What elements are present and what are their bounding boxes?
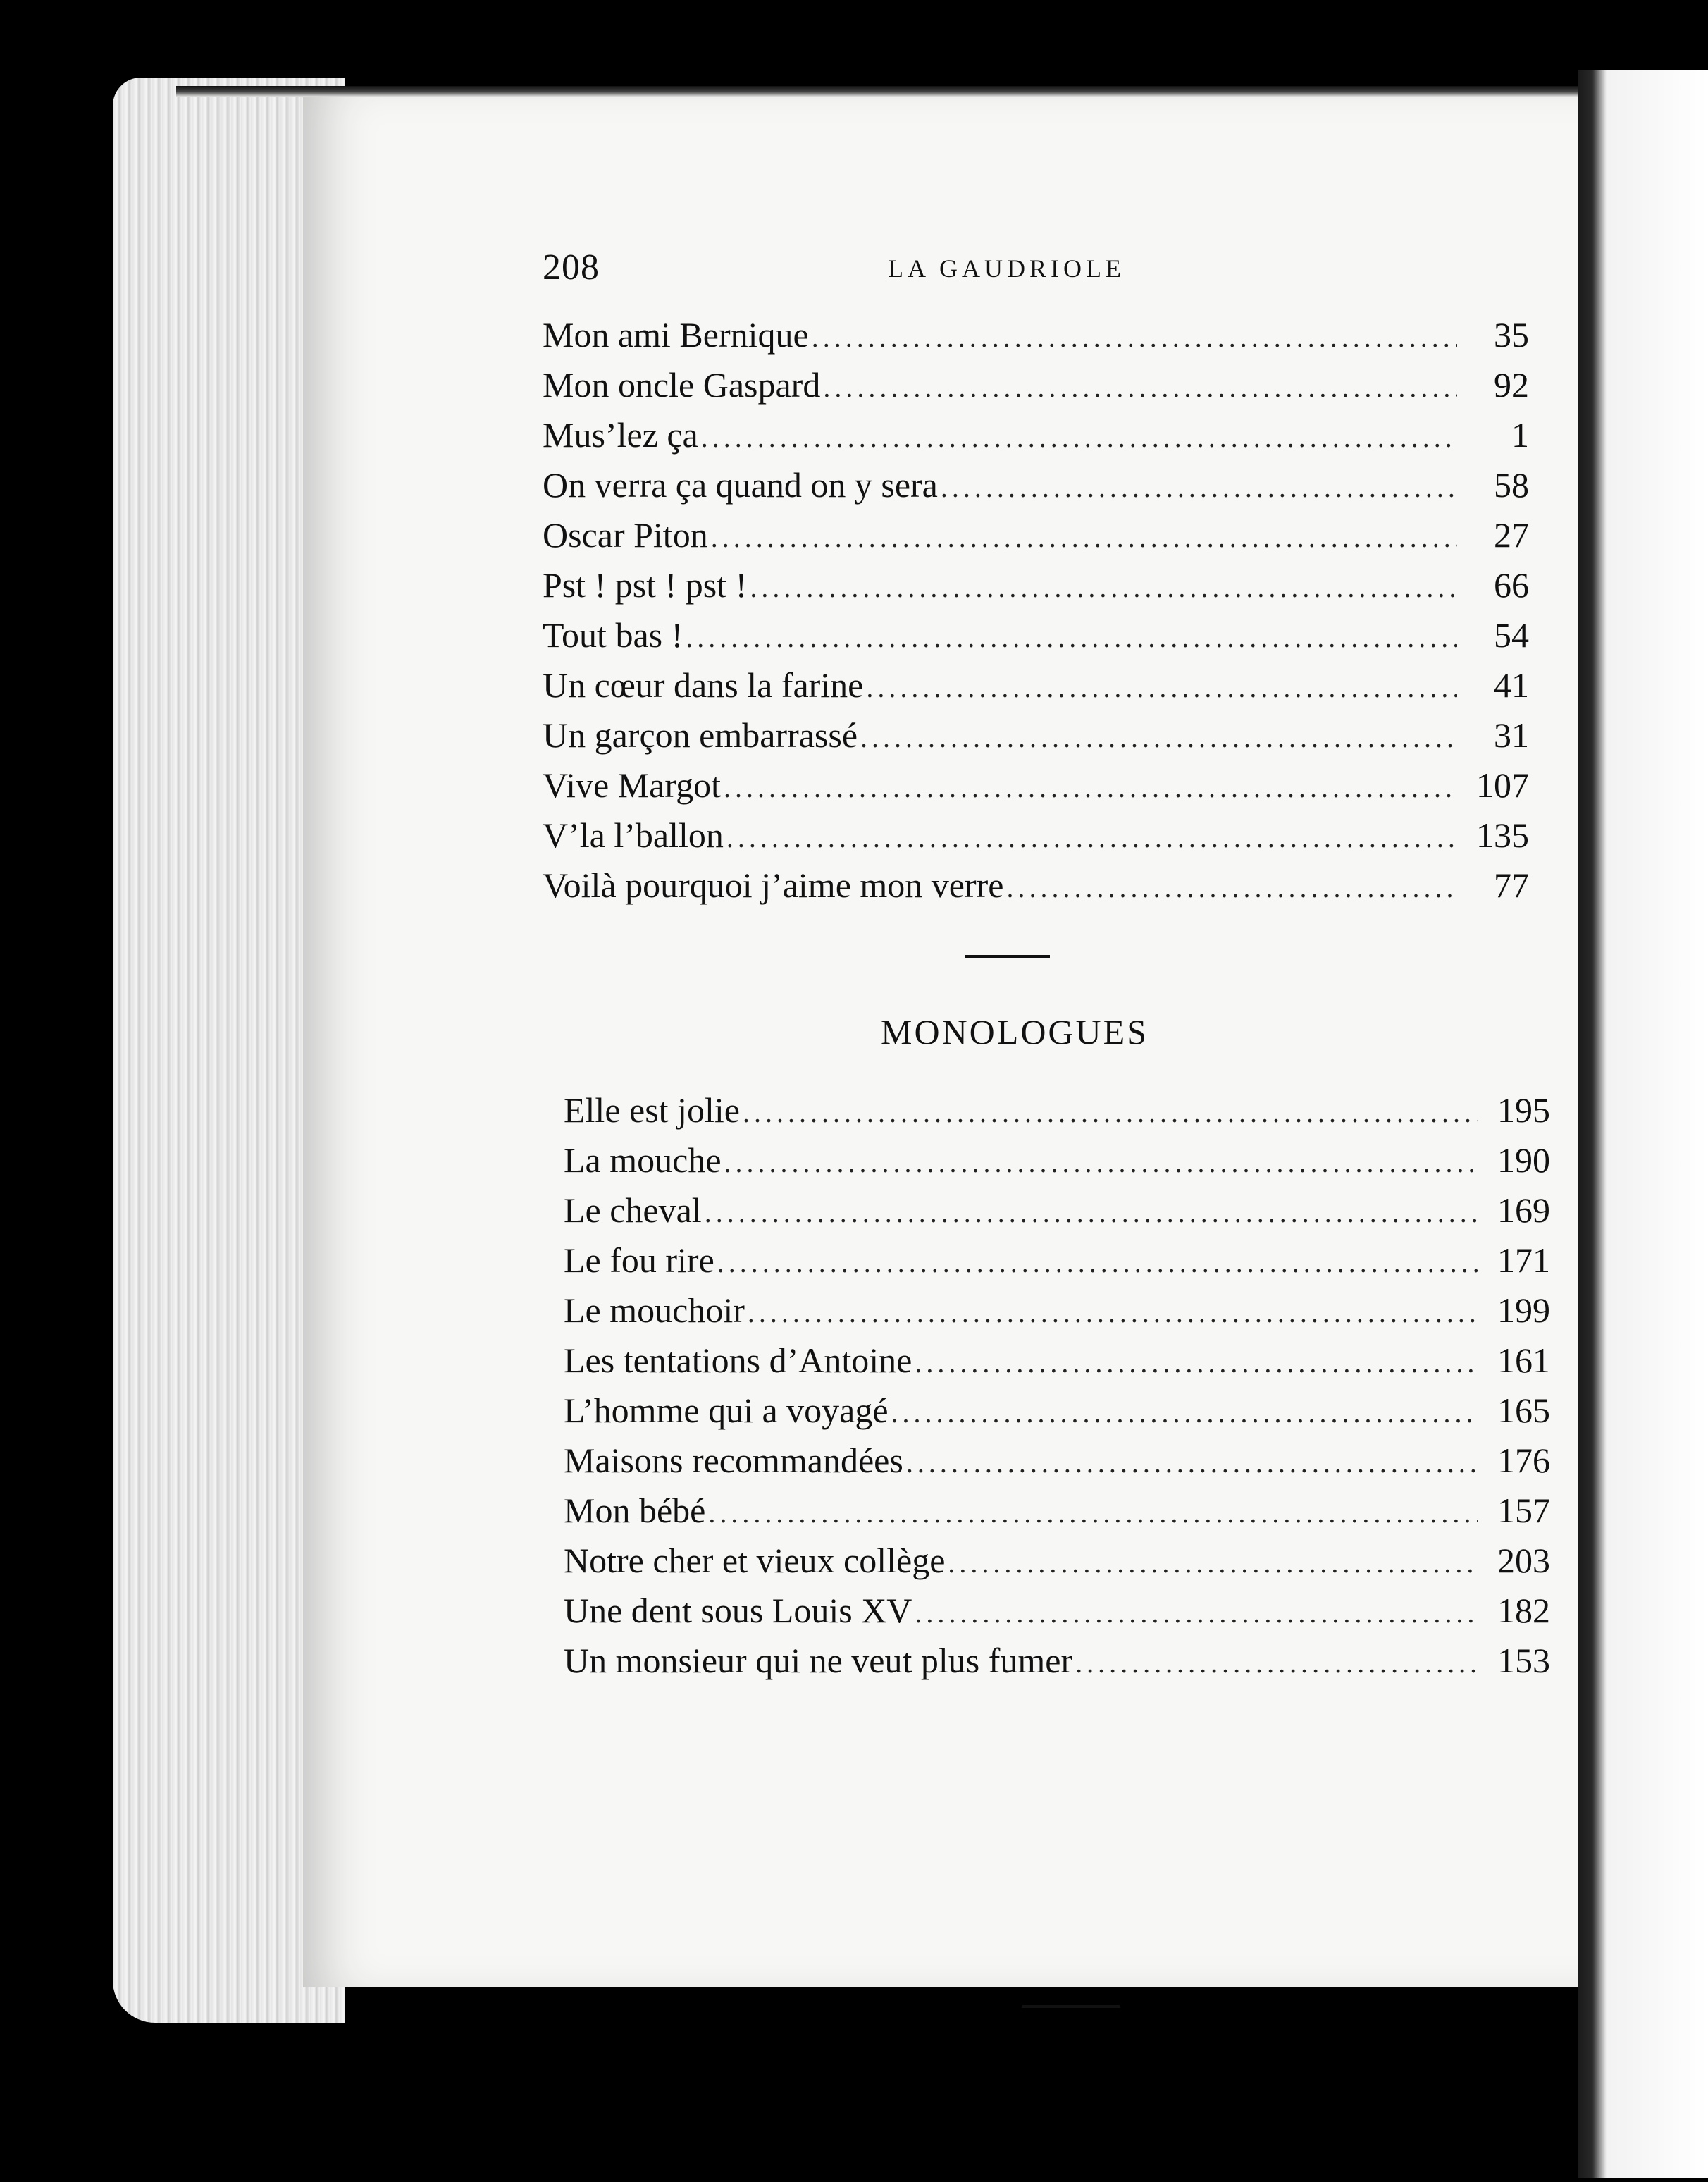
dot-leader [717,1238,1478,1288]
toc-list-monologues [564,1085,1550,1686]
toc-entry-title: Tout bas ! [543,615,683,655]
dot-leader [726,813,1457,863]
toc-entry-page: 31 [1494,715,1529,755]
dot-leader [701,412,1457,462]
toc-row [564,1386,1550,1436]
toc-entry-page: 203 [1497,1541,1550,1580]
page-gutter-fold [1578,70,1708,2178]
toc-row [543,810,1529,861]
toc-entry-title: Le cheval [564,1190,702,1230]
toc-entry-page: 157 [1497,1491,1550,1530]
dot-leader [823,362,1457,412]
toc-entry-title: On verra ça quand on y sera [543,465,938,505]
toc-entry-page: 171 [1497,1240,1550,1280]
toc-entry-page: 58 [1494,465,1529,505]
toc-row [564,1336,1550,1386]
toc-entry-page: 195 [1497,1090,1550,1130]
toc-entry-page: 182 [1497,1591,1550,1630]
toc-entry-title: Notre cher et vieux collège [564,1541,946,1580]
dot-leader [750,562,1457,612]
toc-row [543,310,1529,360]
toc-entry-title: Mon ami Bernique [543,315,809,355]
dot-leader [724,1138,1478,1188]
page-content [543,233,1550,1995]
toc-entry-title: L’homme qui a voyagé [564,1391,889,1430]
toc-row [543,710,1529,760]
dot-leader [812,312,1457,362]
toc-entry-title: La mouche [564,1140,722,1180]
dot-leader [686,612,1457,662]
toc-row [564,1436,1550,1486]
dot-leader [906,1438,1478,1488]
dot-leader [941,462,1457,512]
toc-entry-page: 66 [1494,565,1529,605]
toc-row [564,1185,1550,1235]
toc-entry-title: Mus’lez ça [543,415,698,455]
toc-list-songs [543,310,1529,911]
dot-leader [915,1588,1478,1638]
running-title: LA GAUDRIOLE [888,254,1125,283]
toc-entry-title: Maisons recommandées [564,1441,903,1480]
toc-row [543,861,1529,911]
toc-entry-title: Un cœur dans la farine [543,665,864,705]
dot-leader [724,763,1457,813]
toc-entry-title: Voilà pourquoi j’aime mon verre [543,865,1004,905]
dot-leader [708,1488,1478,1538]
toc-entry-page: 135 [1476,815,1529,855]
toc-row [543,560,1529,610]
toc-entry-page: 153 [1497,1641,1550,1680]
toc-row [564,1636,1550,1686]
toc-entry-page: 176 [1497,1441,1550,1480]
toc-entry-title: Un garçon embarrassé [543,715,858,755]
toc-entry-title: Un monsieur qui ne veut plus fumer [564,1641,1073,1680]
toc-entry-page: 27 [1494,515,1529,555]
toc-entry-page: 165 [1497,1391,1550,1430]
toc-row [543,360,1529,410]
toc-entry-page: 54 [1494,615,1529,655]
toc-entry-page: 190 [1497,1140,1550,1180]
toc-entry-page: 199 [1497,1290,1550,1330]
dot-leader [748,1288,1478,1338]
toc-entry-title: Mon oncle Gaspard [543,365,821,405]
toc-row [543,660,1529,710]
toc-row [543,510,1529,560]
toc-row [564,1286,1550,1336]
toc-entry-title: Le fou rire [564,1240,714,1280]
page-number: 208 [543,247,600,288]
toc-row [543,460,1529,510]
toc-entry-title: Vive Margot [543,765,721,805]
toc-row [564,1135,1550,1185]
toc-row [564,1085,1550,1135]
toc-entry-page: 92 [1494,365,1529,405]
end-divider [1022,2005,1120,2008]
page-top-edge [176,86,1585,97]
toc-entry-title: Les tentations d’Antoine [564,1340,912,1380]
toc-entry-page: 107 [1476,765,1529,805]
toc-row [543,760,1529,810]
toc-entry-title: V’la l’ballon [543,815,724,855]
dot-leader [1075,1638,1478,1688]
dot-leader [866,662,1457,713]
dot-leader [705,1188,1478,1238]
toc-row [564,1235,1550,1286]
dot-leader [948,1538,1478,1588]
toc-row [564,1536,1550,1586]
toc-entry-page: 41 [1494,665,1529,705]
toc-entry-page: 77 [1494,865,1529,905]
page-header [543,247,1529,289]
toc-row [543,610,1529,660]
toc-row [564,1586,1550,1636]
toc-row [564,1486,1550,1536]
toc-entry-title: Une dent sous Louis XV [564,1591,912,1630]
dot-leader [743,1087,1478,1138]
section-divider [965,955,1050,958]
section-heading-monologues: MONOLOGUES [881,1012,1149,1052]
toc-entry-title: Mon bébé [564,1491,706,1530]
toc-entry-page: 1 [1511,415,1529,455]
dot-leader [860,713,1457,763]
toc-entry-title: Oscar Piton [543,515,708,555]
dot-leader [915,1338,1478,1388]
toc-entry-title: Pst ! pst ! pst ! [543,565,748,605]
toc-row [543,410,1529,460]
dot-leader [711,512,1457,562]
toc-entry-page: 169 [1497,1190,1550,1230]
toc-entry-page: 35 [1494,315,1529,355]
toc-entry-title: Elle est jolie [564,1090,740,1130]
dot-leader [1006,863,1457,913]
dot-leader [891,1388,1478,1438]
toc-entry-page: 161 [1497,1340,1550,1380]
toc-entry-title: Le mouchoir [564,1290,745,1330]
